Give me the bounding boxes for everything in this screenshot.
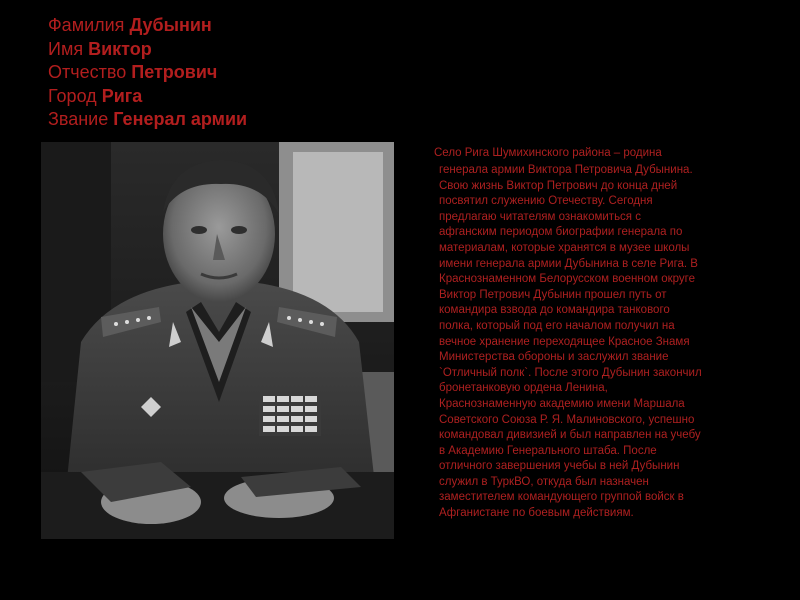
bio-line: командира взвода до командира танкового: [439, 304, 670, 317]
bio-line: Советского Союза Р. Я. Малиновского, успешно: [439, 413, 695, 426]
name-label: Имя: [48, 38, 84, 59]
bio-line: Свою жизнь Виктор Петрович до конца дней: [439, 179, 678, 192]
rank-label: Звание: [48, 109, 109, 129]
bio-line: в Академию Генерального штаба. После: [439, 444, 657, 457]
bio-line: вечное хранение переходящее Красное Знамя: [439, 335, 690, 348]
patronymic-label: Отчество: [48, 62, 127, 82]
portrait-illustration: [41, 142, 394, 539]
bio-paragraph: [439, 163, 769, 522]
patronymic-value: Петрович: [131, 62, 218, 82]
surname-value: Дубынин: [129, 15, 212, 35]
city-line: [48, 85, 408, 109]
bio-line: бронетанковую ордена Ленина,: [439, 382, 608, 395]
bio-line: афганским периодом биографии генерала по: [439, 226, 683, 239]
bio-line: Виктор Петрович Дубынин прошел путь от: [439, 288, 667, 301]
bio-line: заместителем командующего группой войск в: [439, 491, 684, 504]
bio-line: полка, который под его началом получил на: [439, 319, 675, 332]
surname-line: [48, 14, 408, 38]
bio-line: командовал дивизией и был направлен на учебу: [439, 429, 701, 442]
bio-line: `Отличный полк`. После этого Дубынин закончил: [439, 366, 702, 379]
surname-label: Фамилия: [48, 15, 125, 35]
bio-line: посвятил служению Отечеству. Сегодня: [439, 195, 653, 208]
bio-line: Министерства обороны и заслужил звание: [439, 351, 669, 364]
bio-line: предлагаю читателям ознакомиться с: [439, 210, 641, 223]
bio-line: отличного завершения учебы в ней Дубынин: [439, 460, 680, 473]
bio-line: имени генерала армии Дубынина в селе Рига. В: [439, 257, 698, 270]
name-line: [48, 38, 408, 62]
bio-line: Краснознаменную академию имени Маршала: [439, 397, 685, 410]
bio-line: Афганистане по боевым действиям.: [439, 507, 634, 520]
bio-line: Краснознаменном Белорусском военном округе: [439, 273, 695, 286]
name-value: Виктор: [88, 38, 152, 59]
patronymic-line: [48, 61, 408, 85]
bio-first-line: Село Рига Шумихинского района – родина: [434, 147, 662, 159]
bio-line: материалам, которые хранятся в музее школы: [439, 241, 690, 254]
rank-line: [48, 108, 408, 132]
general-portrait-photo: [41, 142, 394, 539]
city-label: Город: [48, 85, 97, 106]
info-block: [48, 14, 408, 132]
rank-value: Генерал армии: [113, 109, 248, 129]
bio-line: генерала армии Виктора Петровича Дубынина.: [439, 164, 693, 176]
bio-line: служил в ТуркВО, откуда был назначен: [439, 475, 649, 488]
city-value: Рига: [101, 85, 143, 106]
